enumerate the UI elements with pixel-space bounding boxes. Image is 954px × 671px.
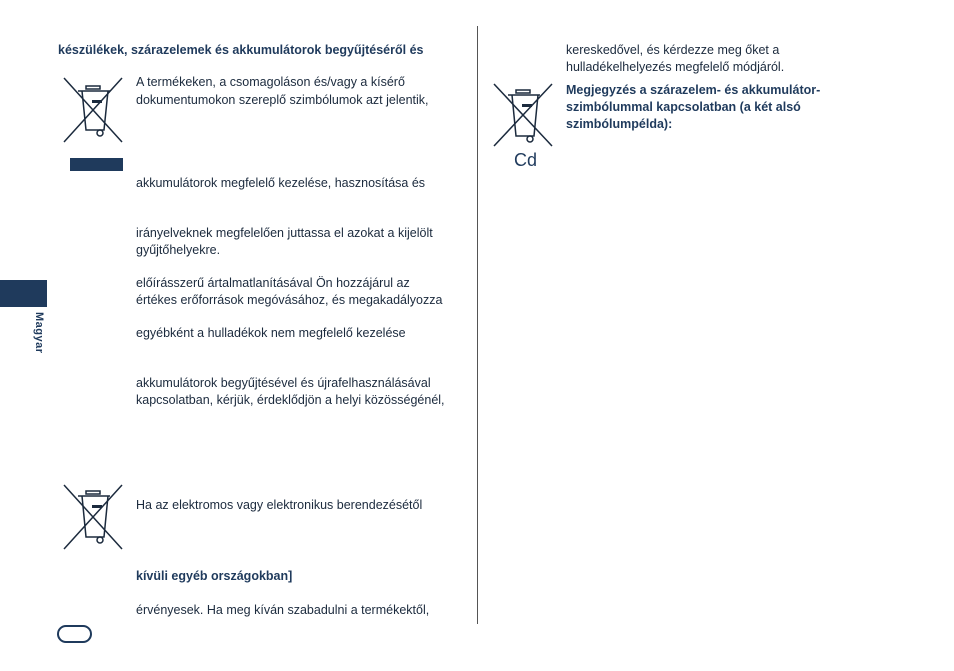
page-number-badge: [57, 625, 92, 643]
cd-chemical-label: Cd: [514, 150, 538, 170]
language-tab: [0, 280, 47, 307]
text-line: A termékeken, a csomagoláson és/vagy a kísérő: [136, 75, 405, 89]
text-line: érvényesek. Ha meg kíván szabadulni a termékektől,: [136, 603, 430, 617]
section-heading: készülékek, szárazelemek és akkumulátorok begyűjtéséről és: [58, 43, 424, 57]
crossed-out-bin-icon: [492, 82, 556, 150]
text-line: kereskedővel, és kérdezze meg őket a: [566, 43, 780, 57]
text-line: irányelveknek megfelelően juttassa el azokat a kijelölt: [136, 226, 433, 240]
text-line: kapcsolatban, kérjük, érdeklődjön a helyi közösségénél,: [136, 393, 445, 407]
text-line: előírásszerű ártalmatlanításával Ön hozzájárul az: [136, 276, 410, 290]
text-line: dokumentumokon szereplő szimbólumok azt jelentik,: [136, 93, 429, 107]
text-line: akkumulátorok begyűjtésével és újrafelhasználásával: [136, 376, 431, 390]
text-line: akkumulátorok megfelelő kezelése, hasznosítása és: [136, 176, 426, 190]
black-bar: [70, 158, 123, 171]
text-line: egyébként a hulladékok nem megfelelő kezelése: [136, 326, 406, 340]
language-label: Magyar: [33, 312, 45, 354]
column-divider: [477, 26, 478, 624]
note-heading: szimbólumpélda):: [566, 117, 673, 131]
text-line: Ha az elektromos vagy elektronikus berendezésétől: [136, 498, 423, 512]
note-heading: szimbólummal kapcsolatban (a két alsó: [566, 100, 801, 114]
note-heading: Megjegyzés a szárazelem- és akkumulátor-: [566, 83, 821, 97]
crossed-out-bin-icon: [62, 76, 126, 146]
text-line: gyűjtőhelyekre.: [136, 243, 221, 257]
subheading: kívüli egyéb országokban]: [136, 569, 293, 583]
text-line: hulladékelhelyezés megfelelő módjáról.: [566, 60, 785, 74]
text-line: értékes erőforrások megóvásához, és megakadályozza: [136, 293, 443, 307]
crossed-out-bin-icon: [62, 483, 126, 553]
